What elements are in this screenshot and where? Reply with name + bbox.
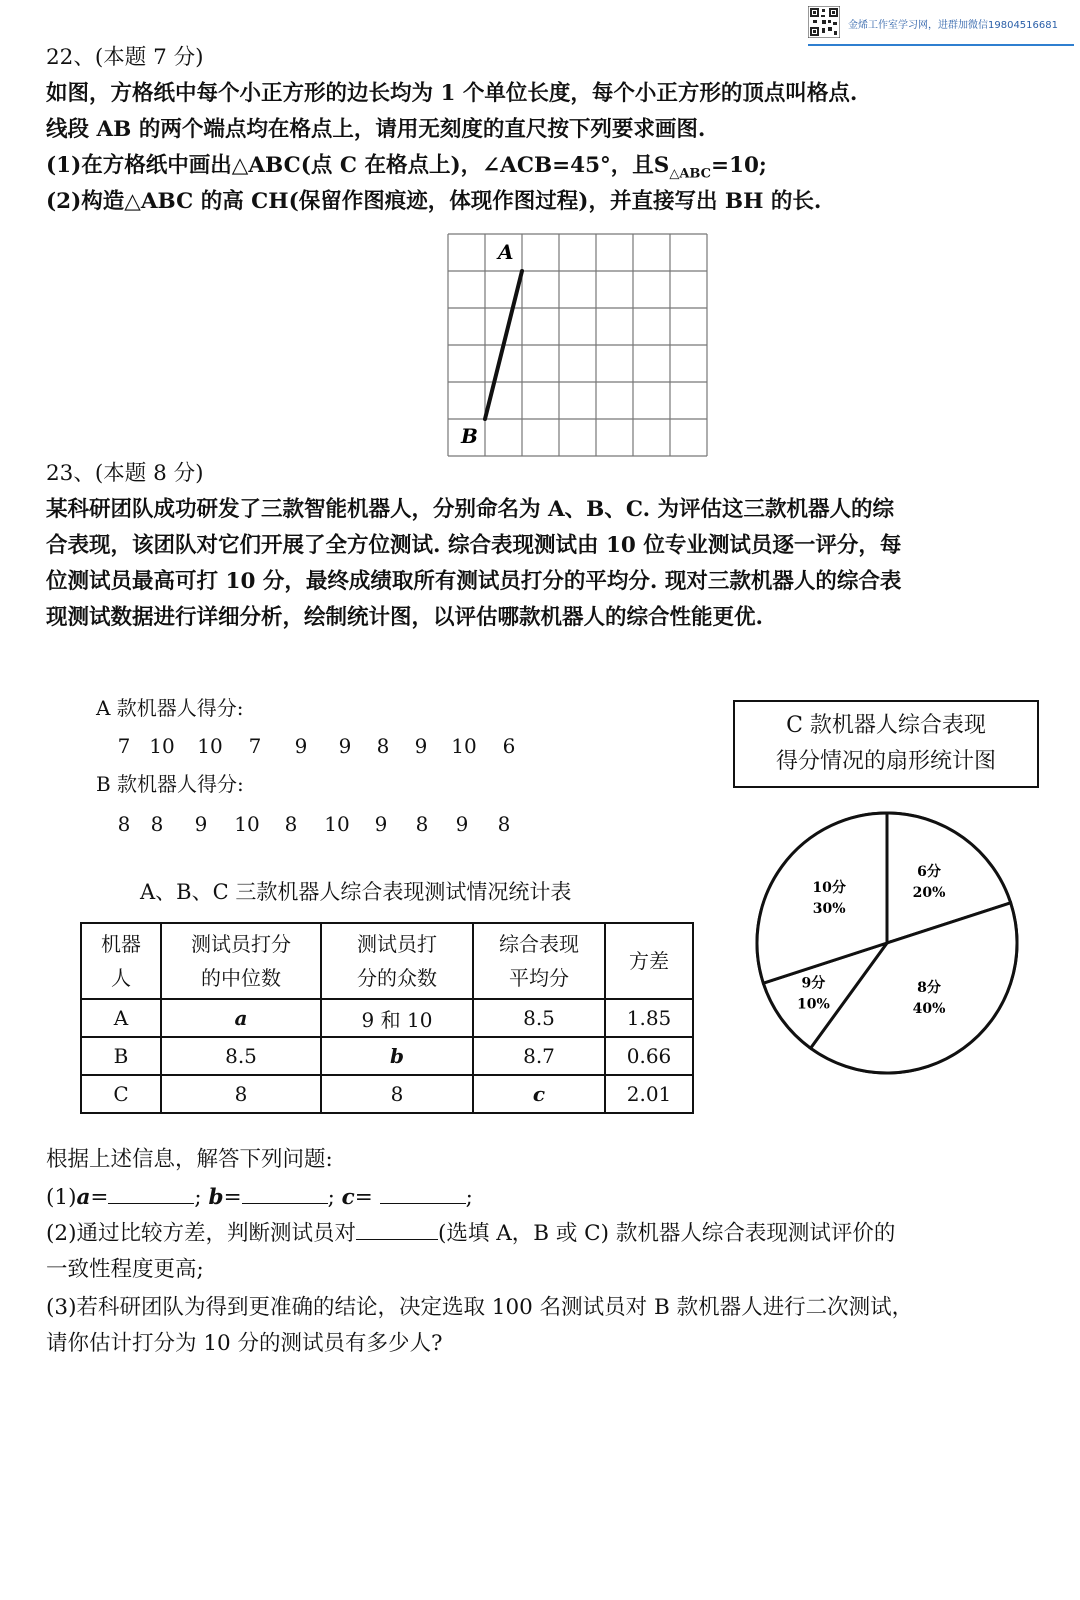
- q23-part2-line2: 一致性程度更高;: [46, 1257, 204, 1282]
- score-value: 8: [117, 812, 131, 836]
- score-value: 8: [284, 812, 298, 836]
- pie-title-box: [733, 700, 1039, 788]
- score-value: 8: [415, 812, 429, 836]
- table-cell: C: [81, 1075, 161, 1113]
- score-value: 6: [502, 734, 516, 758]
- stats-table: [80, 922, 694, 1114]
- point-b-label: B: [461, 424, 478, 448]
- q22-part1-sub: △ABC: [669, 166, 711, 182]
- table-header-cell: [321, 923, 473, 999]
- score-value: 8: [376, 734, 390, 758]
- score-value: 7: [117, 734, 131, 758]
- watermark-banner: [808, 6, 1074, 46]
- q1-eq-b: =: [223, 1185, 242, 1210]
- table-cell: 8: [161, 1075, 321, 1113]
- score-value: 10: [234, 812, 260, 836]
- q23-part3-line1: (3)若科研团队为得到更准确的结论，决定选取 100 名测试员对 B 款机器人进行二次测试，: [46, 1295, 914, 1320]
- table-header-row: [81, 923, 693, 999]
- pie-slice-label: 9分: [801, 975, 826, 992]
- q23-part3-line2: 请你估计打分为 10 分的测试员有多少人?: [46, 1331, 443, 1356]
- score-value: 8: [497, 812, 511, 836]
- grid-figure: [446, 232, 718, 462]
- q1-var-b: b: [208, 1185, 224, 1210]
- table-cell: 1.85: [605, 999, 693, 1037]
- table-cell: 8.5: [473, 999, 605, 1037]
- table-header-cell: [161, 923, 321, 999]
- table-header-cell: [605, 923, 693, 999]
- a-scores-row: [110, 730, 530, 762]
- b-scores-row: [110, 808, 526, 840]
- table-header-text: 平均分: [509, 966, 569, 990]
- table-header-text: 测试员打: [357, 932, 437, 956]
- pie-slice-percent: 20%: [912, 885, 946, 902]
- score-value: 10: [324, 812, 350, 836]
- pie-chart: [752, 808, 1022, 1078]
- q1-sep-b: ;: [327, 1185, 335, 1210]
- point-a-label: A: [498, 240, 514, 264]
- table-header-text: 人: [111, 966, 131, 990]
- q1-var-c: c: [341, 1185, 355, 1210]
- grid-lines: [448, 234, 707, 456]
- table-cell: 8: [321, 1075, 473, 1113]
- table-header-cell: [473, 923, 605, 999]
- pie-slice-label: 10分: [812, 879, 846, 896]
- table-cell: 0.66: [605, 1037, 693, 1075]
- table-row: [81, 999, 693, 1037]
- q1-sep-a: ;: [194, 1185, 202, 1210]
- answer-blank-a[interactable]: [108, 1181, 194, 1204]
- q22-part1-prefix: (1)在方格纸中画出△ABC(点 C 在格点上)，∠ACB=45°，且S: [46, 153, 670, 178]
- answer-blank-q2[interactable]: [356, 1217, 438, 1240]
- qr-code-icon: [808, 6, 840, 38]
- q1-eq-c: =: [354, 1185, 373, 1210]
- table-header-text: 机器: [101, 932, 141, 956]
- table-row: [81, 1075, 693, 1113]
- answer-blank-b[interactable]: [242, 1181, 328, 1204]
- q22-header: 22、(本题 7 分): [46, 45, 204, 70]
- score-value: 8: [150, 812, 164, 836]
- q22-line2: 线段 AB 的两个端点均在格点上，请用无刻度的直尺按下列要求画图.: [46, 117, 706, 142]
- score-value: 9: [374, 812, 388, 836]
- score-value: 10: [197, 734, 223, 758]
- table-cell: c: [473, 1075, 605, 1113]
- pie-slice-percent: 30%: [812, 900, 846, 917]
- q1-prefix: (1): [46, 1185, 77, 1210]
- table-cell: B: [81, 1037, 161, 1075]
- pie-title-line2: 得分情况的扇形统计图: [775, 749, 996, 774]
- q23-part1: [46, 1180, 473, 1216]
- score-value: 9: [414, 734, 428, 758]
- q2-suffix: (选填 A，B 或 C) 款机器人综合表现测试评价的: [437, 1221, 896, 1246]
- q22-line1: 如图，方格纸中每个小正方形的边长均为 1 个单位长度，每个小正方形的顶点叫格点.: [46, 81, 858, 106]
- q2-prefix: (2)通过比较方差，判断测试员对: [46, 1221, 356, 1246]
- pie-title-line1: C 款机器人综合表现: [786, 713, 986, 738]
- q23-part2: [46, 1216, 895, 1252]
- score-value: 9: [294, 734, 308, 758]
- watermark-text: 金烯工作室学习网，进群加微信19804516681: [848, 20, 1058, 31]
- pie-slice-label: 8分: [917, 979, 941, 996]
- q23-intro-3: 位测试员最高可打 10 分，最终成绩取所有测试员打分的平均分. 现对三款机器人的综合表: [46, 569, 902, 594]
- table-row: [81, 1037, 693, 1075]
- q1-var-a: a: [76, 1185, 91, 1210]
- score-value: 9: [194, 812, 208, 836]
- table-cell: 2.01: [605, 1075, 693, 1113]
- table-header-cell: [81, 923, 161, 999]
- table-cell: 8.5: [161, 1037, 321, 1075]
- q23-intro-2: 合表现，该团队对它们开展了全方位测试. 综合表现测试由 10 位专业测试员逐一评分，每: [46, 533, 902, 558]
- q22-part1-suffix: =10;: [711, 153, 767, 178]
- score-value: 7: [248, 734, 262, 758]
- table-cell: a: [161, 999, 321, 1037]
- q1-eq-a: =: [90, 1185, 109, 1210]
- table-header-text: 的中位数: [201, 966, 281, 990]
- table-header-text: 综合表现: [499, 932, 579, 956]
- b-scores-label: B 款机器人得分:: [96, 772, 244, 796]
- score-value: 10: [451, 734, 477, 758]
- questions-intro: 根据上述信息，解答下列问题:: [46, 1147, 333, 1172]
- table-header-text: 测试员打分: [191, 932, 291, 956]
- table-cell: b: [321, 1037, 473, 1075]
- score-value: 9: [338, 734, 352, 758]
- q22-part2: (2)构造△ABC 的高 CH(保留作图痕迹，体现作图过程)，并直接写出 BH 的长.: [46, 189, 822, 214]
- a-scores-label: A 款机器人得分:: [96, 696, 244, 720]
- pie-slice-percent: 40%: [912, 1000, 946, 1017]
- table-cell: A: [81, 999, 161, 1037]
- q23-header: 23、(本题 8 分): [46, 461, 204, 486]
- score-value: 10: [149, 734, 175, 758]
- table-header-text: 分的众数: [357, 966, 437, 990]
- q23-intro-1: 某科研团队成功研发了三款智能机器人，分别命名为 A、B、C. 为评估这三款机器人的综: [46, 497, 895, 522]
- table-cell: 9 和 10: [321, 999, 473, 1037]
- q23-intro-4: 现测试数据进行详细分析，绘制统计图，以评估哪款机器人的综合性能更优.: [46, 605, 763, 630]
- pie-slice-label: 6分: [917, 864, 941, 881]
- table-cell: 8.7: [473, 1037, 605, 1075]
- table-title: A、B、C 三款机器人综合表现测试情况统计表: [140, 880, 572, 904]
- q1-sep-c: ;: [465, 1185, 473, 1210]
- answer-blank-c[interactable]: [380, 1181, 466, 1204]
- pie-slice-percent: 10%: [796, 996, 830, 1013]
- table-header-text: 方差: [629, 949, 669, 973]
- score-value: 9: [455, 812, 469, 836]
